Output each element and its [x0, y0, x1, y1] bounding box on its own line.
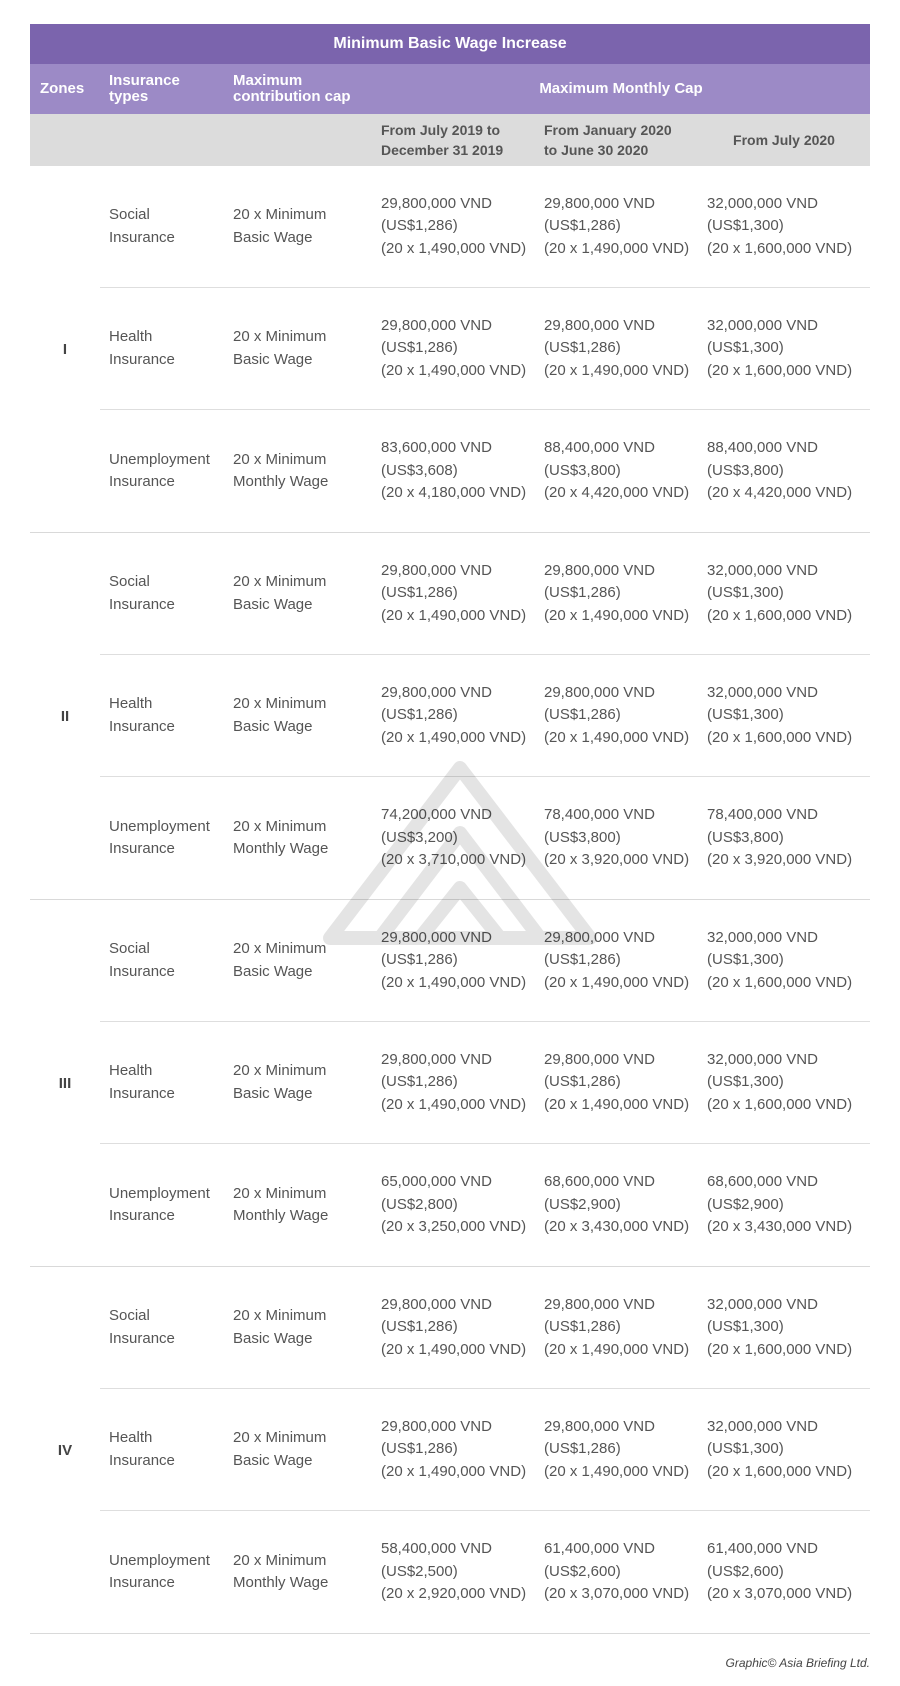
insurance-type-cell [100, 204, 224, 249]
contribution-cap-cell [224, 1183, 372, 1228]
insurance-type-line: Health [109, 328, 153, 345]
monthly-cap-value-line: (US$2,600) [707, 1562, 784, 1580]
insurance-type-cell [100, 326, 224, 371]
monthly-cap-value-line: (20 x 1,600,000 VND) [707, 606, 853, 624]
insurance-type-line: Insurance [109, 473, 175, 490]
monthly-cap-value-cell [698, 560, 870, 628]
table-row [100, 410, 870, 532]
monthly-cap-value-line: (US$1,300) [707, 339, 784, 357]
monthly-cap-value-line: (US$1,300) [707, 1318, 784, 1336]
header-row [30, 64, 870, 114]
monthly-cap-value-line: (US$1,300) [707, 1073, 784, 1091]
insurance-type-cell [100, 1550, 224, 1595]
zone-rows [100, 533, 870, 899]
header-zones: Zones [40, 80, 85, 97]
table-row [100, 1389, 870, 1511]
contribution-cap-line: 20 x Minimum [233, 1062, 327, 1079]
monthly-cap-value-line: (US$1,300) [707, 217, 784, 235]
monthly-cap-value-line: (20 x 1,490,000 VND) [544, 973, 690, 991]
contribution-cap-line: Basic Wage [233, 1329, 313, 1347]
contribution-cap-line: Basic Wage [233, 1451, 313, 1469]
monthly-cap-value-line: 29,800,000 VND [381, 1417, 492, 1435]
monthly-cap-value-cell [535, 437, 698, 505]
monthly-cap-value-line: 78,400,000 VND [707, 806, 818, 824]
zone-label: III [58, 1074, 72, 1092]
monthly-cap-value-line: (20 x 1,490,000 VND) [544, 239, 690, 257]
insurance-type-line: Social [109, 1307, 150, 1324]
monthly-cap-value-line: (US$1,286) [544, 706, 621, 724]
monthly-cap-value-line: (20 x 1,600,000 VND) [707, 239, 853, 257]
monthly-cap-value-line: (US$2,800) [381, 1195, 458, 1213]
monthly-cap-value-line: (20 x 1,490,000 VND) [381, 728, 527, 746]
contribution-cap-cell [224, 326, 372, 371]
monthly-cap-value-cell [698, 315, 870, 383]
monthly-cap-value-line: (US$1,300) [707, 1440, 784, 1458]
insurance-type-line: Unemployment [109, 1184, 210, 1202]
zone-label: IV [57, 1441, 73, 1459]
monthly-cap-value-line: (20 x 1,490,000 VND) [544, 728, 690, 746]
table-row [100, 533, 870, 655]
insurance-type-line: Insurance [109, 962, 175, 980]
monthly-cap-value-line: 29,800,000 VND [381, 316, 492, 334]
contribution-cap-cell [224, 1305, 372, 1350]
insurance-type-line: Insurance [109, 1574, 175, 1591]
monthly-cap-value-cell [698, 1416, 870, 1484]
monthly-cap-value-line: (20 x 3,070,000 VND) [544, 1585, 690, 1603]
monthly-cap-value-line: 29,800,000 VND [381, 928, 492, 946]
monthly-cap-value-cell [372, 1294, 535, 1362]
contribution-cap-cell [224, 204, 372, 249]
insurance-type-line: Unemployment [109, 1551, 210, 1569]
monthly-cap-value-line: 29,800,000 VND [544, 683, 655, 701]
contribution-cap-cell [224, 571, 372, 616]
monthly-cap-value-line: (US$1,286) [544, 1440, 621, 1458]
period-header-row [30, 114, 870, 166]
monthly-cap-value-line: (20 x 1,600,000 VND) [707, 973, 853, 991]
monthly-cap-value-cell [372, 1171, 535, 1239]
monthly-cap-value-line: (US$1,286) [544, 584, 621, 602]
insurance-type-line: Unemployment [109, 450, 210, 468]
monthly-cap-value-line: (20 x 3,430,000 VND) [544, 1218, 690, 1236]
insurance-type-line: Health [109, 695, 153, 712]
monthly-cap-value-line: 61,400,000 VND [707, 1540, 818, 1558]
monthly-cap-value-line: (20 x 1,490,000 VND) [381, 239, 527, 257]
monthly-cap-value-line: (20 x 3,710,000 VND) [381, 851, 527, 869]
graphic-credit: Graphic© Asia Briefing Ltd. [725, 1656, 870, 1670]
period-header-empty [100, 114, 224, 166]
period-header-july-2019 [372, 114, 535, 166]
monthly-cap-value-line: (20 x 4,420,000 VND) [544, 484, 690, 502]
monthly-cap-value-cell [698, 927, 870, 995]
contribution-cap-line: Basic Wage [233, 595, 313, 613]
insurance-type-cell [100, 449, 224, 494]
insurance-type-line: Social [109, 206, 150, 223]
insurance-type-cell [100, 1305, 224, 1350]
monthly-cap-value-cell [698, 1171, 870, 1239]
monthly-cap-value-line: (US$1,286) [544, 951, 621, 969]
monthly-cap-value-line: (20 x 4,180,000 VND) [381, 484, 527, 502]
insurance-type-line: Health [109, 1429, 153, 1446]
monthly-cap-value-line: (US$3,800) [544, 461, 621, 479]
monthly-cap-value-cell [372, 193, 535, 261]
contribution-cap-cell [224, 938, 372, 983]
contribution-cap-line: Basic Wage [233, 350, 313, 368]
insurance-type-line: Social [109, 940, 150, 957]
monthly-cap-value-cell [372, 1538, 535, 1606]
table-row [100, 655, 870, 777]
monthly-cap-value-cell [372, 927, 535, 995]
monthly-cap-value-cell [372, 804, 535, 872]
monthly-cap-value-line: (20 x 1,490,000 VND) [381, 361, 527, 379]
monthly-cap-value-line: 32,000,000 VND [707, 1050, 818, 1068]
insurance-type-line: Insurance [109, 1451, 175, 1469]
insurance-type-line: Social [109, 573, 150, 590]
monthly-cap-value-line: (US$3,800) [707, 828, 784, 846]
insurance-type-line: Insurance [109, 1084, 175, 1102]
monthly-cap-value-line: (US$1,286) [381, 951, 458, 969]
zone-label: II [60, 707, 70, 725]
monthly-cap-value-cell [698, 1049, 870, 1117]
monthly-cap-value-line: (US$1,286) [544, 1073, 621, 1091]
insurance-type-line: Insurance [109, 350, 175, 368]
monthly-cap-value-line: 29,800,000 VND [544, 561, 655, 579]
header-insurance-types-line: types [109, 88, 149, 105]
monthly-cap-value-line: (20 x 1,600,000 VND) [707, 1340, 853, 1358]
table-row [100, 900, 870, 1022]
contribution-cap-line: 20 x Minimum [233, 1551, 327, 1569]
monthly-cap-value-line: 78,400,000 VND [544, 806, 655, 824]
insurance-type-line: Insurance [109, 840, 175, 857]
monthly-cap-value-line: 29,800,000 VND [381, 1295, 492, 1313]
monthly-cap-value-line: (20 x 4,420,000 VND) [707, 484, 853, 502]
insurance-type-cell [100, 693, 224, 738]
contribution-cap-line: 20 x Minimum [233, 573, 327, 590]
contribution-cap-cell [224, 693, 372, 738]
monthly-cap-value-line: 29,800,000 VND [381, 683, 492, 701]
contribution-cap-line: Basic Wage [233, 717, 313, 735]
monthly-cap-value-cell [535, 1416, 698, 1484]
monthly-cap-value-line: 29,800,000 VND [381, 561, 492, 579]
monthly-cap-value-line: 61,400,000 VND [544, 1540, 655, 1558]
monthly-cap-value-line: 29,800,000 VND [381, 1050, 492, 1068]
insurance-type-cell [100, 1183, 224, 1228]
monthly-cap-value-cell [698, 1294, 870, 1362]
contribution-cap-line: Basic Wage [233, 962, 313, 980]
monthly-cap-value-line: (US$1,286) [381, 584, 458, 602]
monthly-cap-value-line: 32,000,000 VND [707, 561, 818, 579]
header-max-contribution-cap-line: contribution cap [233, 88, 351, 105]
monthly-cap-value-line: (US$1,300) [707, 951, 784, 969]
monthly-cap-value-line: (20 x 1,490,000 VND) [544, 606, 690, 624]
period-line: From July 2019 to [381, 122, 501, 138]
insurance-type-line: Insurance [109, 228, 175, 246]
contribution-cap-cell [224, 449, 372, 494]
table-body [30, 166, 870, 1634]
monthly-cap-value-line: 32,000,000 VND [707, 1295, 818, 1313]
monthly-cap-value-cell [372, 437, 535, 505]
header-max-monthly-cap: Maximum Monthly Cap [539, 80, 703, 97]
period-line: From July 2020 [733, 132, 835, 148]
monthly-cap-value-line: 29,800,000 VND [544, 316, 655, 334]
monthly-cap-value-line: (20 x 1,490,000 VND) [381, 1095, 527, 1113]
period-line: December 31 2019 [381, 142, 504, 158]
contribution-cap-line: 20 x Minimum [233, 695, 327, 712]
monthly-cap-value-cell [535, 315, 698, 383]
monthly-cap-value-line: (20 x 1,490,000 VND) [544, 1095, 690, 1113]
contribution-cap-line: Basic Wage [233, 1084, 313, 1102]
monthly-cap-value-cell [535, 804, 698, 872]
monthly-cap-value-line: 32,000,000 VND [707, 194, 818, 212]
monthly-cap-value-line: (20 x 1,600,000 VND) [707, 728, 853, 746]
monthly-cap-value-cell [535, 560, 698, 628]
monthly-cap-value-line: (US$1,286) [381, 706, 458, 724]
monthly-cap-value-cell [535, 193, 698, 261]
monthly-cap-value-cell [372, 315, 535, 383]
monthly-cap-value-line: 88,400,000 VND [707, 439, 818, 457]
monthly-cap-value-cell [698, 437, 870, 505]
insurance-type-cell [100, 571, 224, 616]
contribution-cap-line: Monthly Wage [233, 1207, 329, 1224]
contribution-cap-line: 20 x Minimum [233, 817, 327, 835]
monthly-cap-value-line: (US$1,286) [544, 339, 621, 357]
monthly-cap-value-line: 29,800,000 VND [544, 1295, 655, 1313]
monthly-cap-value-line: 32,000,000 VND [707, 316, 818, 334]
monthly-cap-value-line: (US$2,900) [707, 1195, 784, 1213]
monthly-cap-value-line: 29,800,000 VND [544, 928, 655, 946]
monthly-cap-value-line: 29,800,000 VND [544, 1050, 655, 1068]
monthly-cap-value-line: (20 x 1,490,000 VND) [544, 1340, 690, 1358]
monthly-cap-value-line: (20 x 1,600,000 VND) [707, 361, 853, 379]
monthly-cap-value-line: (US$3,800) [707, 461, 784, 479]
monthly-cap-value-line: (US$1,300) [707, 584, 784, 602]
insurance-type-cell [100, 816, 224, 861]
monthly-cap-value-cell [535, 1049, 698, 1117]
monthly-cap-value-line: 68,600,000 VND [544, 1173, 655, 1191]
monthly-cap-value-line: (US$2,600) [544, 1562, 621, 1580]
contribution-cap-line: 20 x Minimum [233, 1184, 327, 1202]
monthly-cap-value-line: 74,200,000 VND [381, 806, 492, 824]
monthly-cap-value-line: 29,800,000 VND [381, 194, 492, 212]
monthly-cap-value-cell [535, 682, 698, 750]
insurance-type-cell [100, 1060, 224, 1105]
insurance-type-cell [100, 938, 224, 983]
period-header-empty [30, 114, 100, 166]
contribution-cap-line: 20 x Minimum [233, 450, 327, 468]
contribution-cap-line: 20 x Minimum [233, 1429, 327, 1446]
monthly-cap-value-line: (US$3,608) [381, 461, 458, 479]
monthly-cap-value-line: (20 x 1,490,000 VND) [381, 1340, 527, 1358]
zone-label: I [62, 340, 68, 358]
table-title: Minimum Basic Wage Increase [30, 24, 870, 64]
zone-rows [100, 1267, 870, 1633]
monthly-cap-value-line: (20 x 3,250,000 VND) [381, 1218, 527, 1236]
monthly-cap-value-line: (US$1,286) [381, 1440, 458, 1458]
contribution-cap-cell [224, 1427, 372, 1472]
monthly-cap-value-line: (20 x 3,920,000 VND) [544, 851, 690, 869]
period-header-january-2020 [535, 114, 698, 166]
insurance-type-line: Unemployment [109, 817, 210, 835]
monthly-cap-value-line: 29,800,000 VND [544, 1417, 655, 1435]
monthly-cap-value-line: 58,400,000 VND [381, 1540, 492, 1558]
contribution-cap-line: 20 x Minimum [233, 940, 327, 957]
zone-rows [100, 166, 870, 532]
monthly-cap-value-line: (US$1,300) [707, 706, 784, 724]
monthly-cap-value-line: (US$1,286) [544, 1318, 621, 1336]
monthly-cap-value-line: 68,600,000 VND [707, 1173, 818, 1191]
monthly-cap-value-line: (US$2,900) [544, 1195, 621, 1213]
monthly-cap-value-line: (US$3,200) [381, 828, 458, 846]
period-line: From January 2020 [544, 122, 672, 138]
table-row [100, 1022, 870, 1144]
monthly-cap-value-line: (20 x 2,920,000 VND) [381, 1585, 527, 1603]
contribution-cap-cell [224, 1060, 372, 1105]
monthly-cap-value-line: 32,000,000 VND [707, 928, 818, 946]
insurance-type-line: Health [109, 1062, 153, 1079]
contribution-cap-line: 20 x Minimum [233, 206, 327, 223]
monthly-cap-value-line: (20 x 3,920,000 VND) [707, 851, 853, 869]
monthly-cap-value-line: (20 x 3,430,000 VND) [707, 1218, 853, 1236]
contribution-cap-line: 20 x Minimum [233, 1307, 327, 1324]
insurance-type-cell [100, 1427, 224, 1472]
monthly-cap-value-cell [372, 1049, 535, 1117]
monthly-cap-value-line: (20 x 1,600,000 VND) [707, 1095, 853, 1113]
monthly-cap-value-cell [698, 804, 870, 872]
insurance-type-line: Insurance [109, 1207, 175, 1224]
monthly-cap-value-line: (US$3,800) [544, 828, 621, 846]
monthly-cap-value-cell [535, 1171, 698, 1239]
monthly-cap-value-line: (20 x 1,490,000 VND) [381, 1462, 527, 1480]
monthly-cap-value-line: (US$2,500) [381, 1562, 458, 1580]
monthly-cap-value-line: 29,800,000 VND [544, 194, 655, 212]
header-insurance-types-line: Insurance [109, 72, 180, 89]
zone-rows [100, 900, 870, 1266]
monthly-cap-value-cell [535, 927, 698, 995]
monthly-cap-value-line: 65,000,000 VND [381, 1173, 492, 1191]
monthly-cap-value-line: (20 x 1,490,000 VND) [381, 973, 527, 991]
monthly-cap-value-cell [698, 1538, 870, 1606]
monthly-cap-value-line: (US$1,286) [544, 217, 621, 235]
insurance-type-line: Insurance [109, 595, 175, 613]
monthly-cap-value-cell [535, 1538, 698, 1606]
monthly-cap-value-line: (US$1,286) [381, 339, 458, 357]
monthly-cap-value-line: (20 x 3,070,000 VND) [707, 1585, 853, 1603]
contribution-cap-cell [224, 816, 372, 861]
monthly-cap-value-cell [535, 1294, 698, 1362]
contribution-cap-line: Monthly Wage [233, 473, 329, 490]
monthly-cap-value-line: (20 x 1,600,000 VND) [707, 1462, 853, 1480]
monthly-cap-value-line: (20 x 1,490,000 VND) [544, 361, 690, 379]
header-insurance-types [100, 64, 224, 114]
monthly-cap-value-line: 32,000,000 VND [707, 683, 818, 701]
monthly-cap-value-cell [372, 1416, 535, 1484]
contribution-cap-line: Monthly Wage [233, 840, 329, 857]
table-row [100, 777, 870, 899]
table-row [100, 288, 870, 410]
contribution-cap-line: Monthly Wage [233, 1574, 329, 1591]
monthly-cap-value-line: (US$1,286) [381, 217, 458, 235]
monthly-cap-value-line: (20 x 1,490,000 VND) [381, 606, 527, 624]
monthly-cap-value-line: (US$1,286) [381, 1073, 458, 1091]
header-max-contribution-cap [224, 64, 372, 114]
monthly-cap-value-cell [698, 193, 870, 261]
contribution-cap-cell [224, 1550, 372, 1595]
insurance-type-line: Insurance [109, 1329, 175, 1347]
monthly-cap-value-line: (US$1,286) [381, 1318, 458, 1336]
table-row [100, 1144, 870, 1266]
period-line: to June 30 2020 [544, 142, 649, 158]
contribution-cap-line: Basic Wage [233, 228, 313, 246]
monthly-cap-value-line: 32,000,000 VND [707, 1417, 818, 1435]
monthly-cap-value-line: 83,600,000 VND [381, 439, 492, 457]
wage-cap-table [30, 24, 870, 1634]
header-max-contribution-cap-line: Maximum [233, 72, 303, 89]
insurance-type-line: Insurance [109, 717, 175, 735]
monthly-cap-value-line: 88,400,000 VND [544, 439, 655, 457]
table-row [100, 1511, 870, 1633]
period-header-july-2020 [698, 114, 870, 166]
monthly-cap-value-cell [372, 560, 535, 628]
monthly-cap-value-cell [372, 682, 535, 750]
contribution-cap-line: 20 x Minimum [233, 328, 327, 345]
zone-group [30, 166, 870, 533]
period-header-empty [224, 114, 372, 166]
monthly-cap-value-line: (20 x 1,490,000 VND) [544, 1462, 690, 1480]
zone-group [30, 900, 870, 1267]
table-row [100, 166, 870, 288]
zone-group [30, 1267, 870, 1634]
monthly-cap-value-cell [698, 682, 870, 750]
table-row [100, 1267, 870, 1389]
zone-group [30, 533, 870, 900]
